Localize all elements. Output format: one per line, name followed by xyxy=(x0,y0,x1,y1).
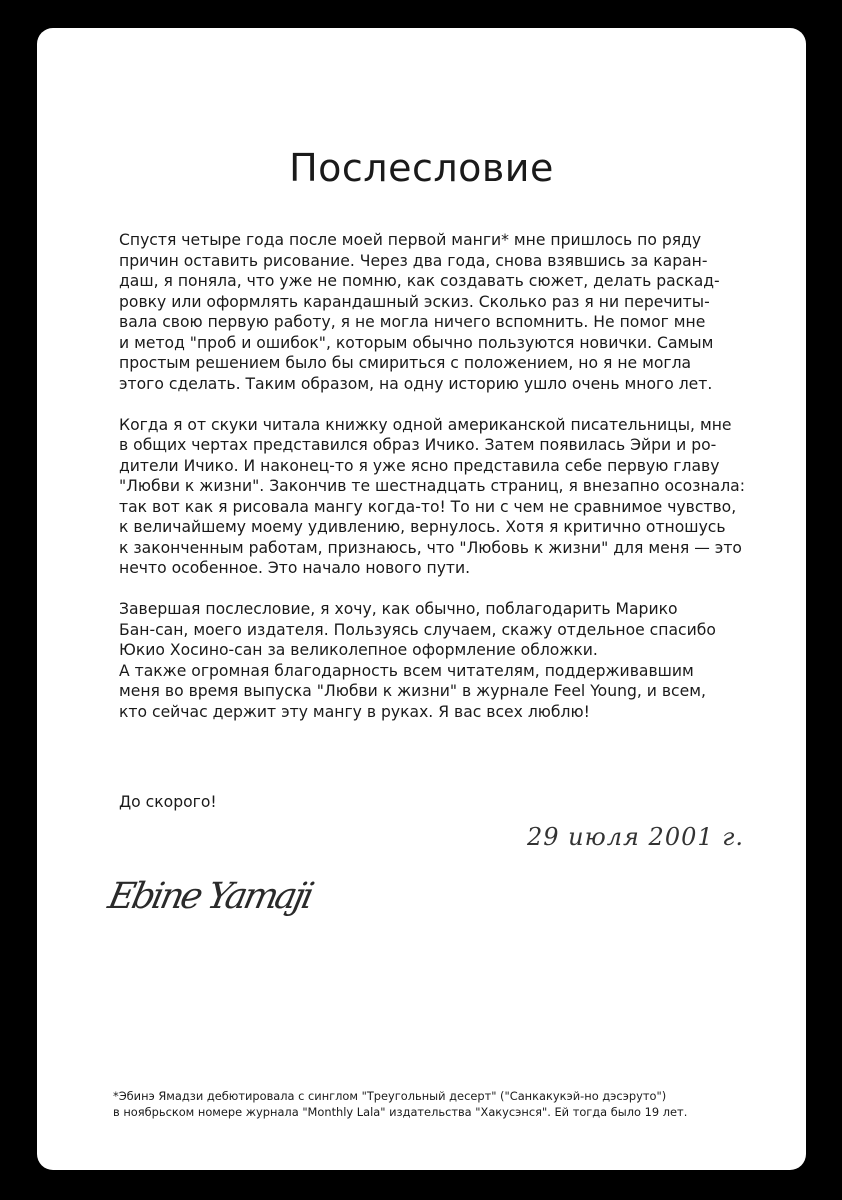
afterword-body xyxy=(119,230,779,743)
paragraph-3 xyxy=(119,599,779,722)
text-line: причин оставить рисование. Через два года, снова взявшись за каран- xyxy=(119,251,708,270)
text-line: Когда я от скуки читала книжку одной американской писательницы, мне xyxy=(119,415,732,434)
footnote-line: *Эбинэ Ямадзи дебютировала с синглом "Треугольный десерт" ("Санкакукэй-но дэсэруто") xyxy=(113,1089,667,1103)
text-line: меня во время выпуска "Любви к жизни" в журнале Feel Young, и всем, xyxy=(119,682,706,700)
page-title: Послесловие xyxy=(289,146,554,190)
author-signature: Ebine Yamaji xyxy=(104,876,315,917)
text-line: "Любви к жизни". Закончив те шестнадцать страниц, я внезапно осознала: xyxy=(119,477,745,495)
closing-line: До скорого! xyxy=(119,793,217,811)
text-line: Спустя четыре года после моей первой манги* мне пришлось по ряду xyxy=(119,231,702,249)
text-line: Юкио Хосино-сан за великолепное оформление обложки. xyxy=(119,641,598,659)
text-line: и метод "проб и ошибок", которым обычно пользуются новички. Самым xyxy=(119,333,714,352)
text-line: ровку или оформлять карандашный эскиз. Сколько раз я ни перечиты- xyxy=(119,292,710,311)
afterword-page xyxy=(37,28,806,1170)
footnote-line: в ноябрьском номере журнала "Monthly Lala" издательства "Хакусэнся". Ей тогда было 19 лет. xyxy=(113,1105,688,1119)
text-line: Бан-сан, моего издателя. Пользуясь случаем, скажу отдельное спасибо xyxy=(119,620,716,639)
text-line: кто сейчас держит эту мангу в руках. Я вас всех люблю! xyxy=(119,702,590,721)
text-line: к величайшему моему удивлению, вернулось. Хотя я критично отношусь xyxy=(119,518,726,536)
text-line: А также огромная благодарность всем читателям, поддерживавшим xyxy=(119,661,694,680)
text-line: дители Ичико. И наконец-то я уже ясно представила себе первую главу xyxy=(119,456,720,475)
date-line: 29 июля 2001 г. xyxy=(527,823,745,851)
text-line: этого сделать. Таким образом, на одну историю ушло очень много лет. xyxy=(119,374,713,393)
text-line: к законченным работам, признаюсь, что "Любовь к жизни" для меня — это xyxy=(119,538,742,557)
text-line: даш, я поняла, что уже не помню, как создавать сюжет, делать раскад- xyxy=(119,272,720,290)
paragraph-1 xyxy=(119,230,779,394)
text-line: вала свою первую работу, я не могла ничего вспомнить. Не помог мне xyxy=(119,313,706,331)
text-line: простым решением было бы смириться с положением, но я не могла xyxy=(119,354,692,372)
text-line: Завершая послесловие, я хочу, как обычно, поблагодарить Марико xyxy=(119,600,678,618)
text-line: нечто особенное. Это начало нового пути. xyxy=(119,559,471,577)
footnote xyxy=(113,1088,773,1120)
text-line: так вот как я рисовала мангу когда-то! То ни с чем не сравнимое чувство, xyxy=(119,497,737,516)
paragraph-2 xyxy=(119,415,779,579)
text-line: в общих чертах представился образ Ичико. Затем появилась Эйри и ро- xyxy=(119,436,717,454)
